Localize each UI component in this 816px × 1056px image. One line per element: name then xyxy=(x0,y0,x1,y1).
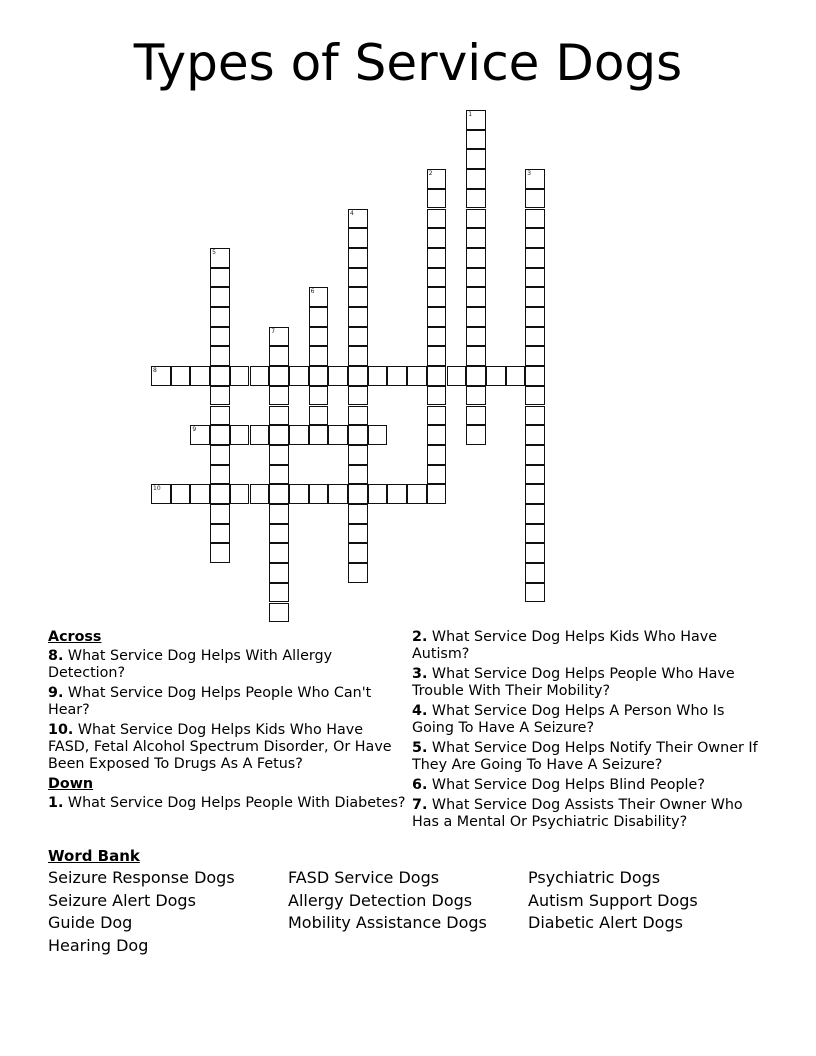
clue-text: What Service Dog Helps Kids Who Have FASD, Fetal Alcohol Spectrum Disorder, Or Have Been Exposed To Drugs As A Fetus? xyxy=(48,722,392,772)
grid-cell[interactable] xyxy=(427,465,447,485)
grid-cell[interactable] xyxy=(348,209,368,229)
clue-text: What Service Dog Helps Blind People? xyxy=(427,777,705,793)
grid-cell[interactable] xyxy=(466,287,486,307)
grid-cell[interactable] xyxy=(525,169,545,189)
word-bank-item: Seizure Response Dogs xyxy=(48,868,235,887)
grid-cell[interactable] xyxy=(427,209,447,229)
clue-down-7 xyxy=(412,797,762,831)
grid-cell[interactable] xyxy=(525,504,545,524)
grid-cell[interactable] xyxy=(230,425,250,445)
grid-cell[interactable] xyxy=(427,307,447,327)
word-bank-column-3 xyxy=(528,867,768,957)
clue-number: 10. xyxy=(48,722,74,738)
crossword-grid xyxy=(151,110,545,623)
grid-cell[interactable] xyxy=(171,366,191,386)
grid-cell[interactable] xyxy=(447,366,467,386)
clue-text: What Service Dog Helps People Who Have Trouble With Their Mobility? xyxy=(412,666,735,699)
word-bank-item: Hearing Dog xyxy=(48,935,149,955)
clue-down-5 xyxy=(412,740,762,774)
grid-cell[interactable] xyxy=(466,248,486,268)
grid-cell[interactable] xyxy=(427,189,447,209)
grid-cell[interactable] xyxy=(525,268,545,288)
grid-cell[interactable] xyxy=(427,346,447,366)
grid-cell[interactable] xyxy=(269,603,289,623)
grid-cell[interactable] xyxy=(427,366,447,386)
grid-cell[interactable] xyxy=(269,583,289,603)
grid-cell[interactable] xyxy=(210,268,230,288)
grid-cell[interactable] xyxy=(427,228,447,248)
grid-cell[interactable] xyxy=(309,307,329,327)
grid-cell[interactable] xyxy=(525,465,545,485)
clue-number: 5. xyxy=(412,740,428,756)
grid-cell[interactable] xyxy=(269,504,289,524)
clue-text: What Service Dog Helps People Who Can't Hear? xyxy=(48,685,372,718)
grid-cell[interactable] xyxy=(269,484,289,504)
grid-cell[interactable] xyxy=(348,386,368,406)
grid-cell[interactable] xyxy=(269,346,289,366)
grid-cell[interactable] xyxy=(210,327,230,347)
grid-cell[interactable] xyxy=(427,287,447,307)
grid-cell[interactable] xyxy=(348,287,368,307)
cell-number: 10 xyxy=(153,485,161,493)
grid-cell[interactable] xyxy=(525,425,545,445)
grid-cell[interactable] xyxy=(427,169,447,189)
grid-cell[interactable] xyxy=(328,366,348,386)
word-bank-column-1 xyxy=(48,867,288,957)
grid-cell[interactable] xyxy=(309,406,329,426)
grid-cell[interactable] xyxy=(309,366,329,386)
clue-across-10 xyxy=(48,722,408,773)
grid-cell[interactable] xyxy=(269,524,289,544)
grid-cell[interactable] xyxy=(348,248,368,268)
grid-cell[interactable] xyxy=(368,484,388,504)
grid-cell[interactable] xyxy=(210,484,230,504)
clue-number: 6. xyxy=(412,777,428,793)
grid-cell[interactable] xyxy=(525,287,545,307)
grid-cell[interactable] xyxy=(466,189,486,209)
down-heading: Down xyxy=(48,776,94,792)
grid-cell[interactable] xyxy=(466,425,486,445)
grid-cell[interactable] xyxy=(210,425,230,445)
clue-down-3 xyxy=(412,666,762,700)
grid-cell[interactable] xyxy=(525,248,545,268)
grid-cell[interactable] xyxy=(210,504,230,524)
clue-down-6 xyxy=(412,777,762,794)
grid-cell[interactable] xyxy=(309,346,329,366)
grid-cell[interactable] xyxy=(269,366,289,386)
clue-down-4 xyxy=(412,703,762,737)
grid-cell[interactable] xyxy=(210,248,230,268)
clue-text: What Service Dog Helps People With Diabetes? xyxy=(63,795,406,811)
grid-cell[interactable] xyxy=(269,563,289,583)
grid-cell[interactable] xyxy=(466,327,486,347)
grid-cell[interactable] xyxy=(348,425,368,445)
grid-cell[interactable] xyxy=(348,563,368,583)
grid-cell[interactable] xyxy=(250,425,270,445)
cell-number: 3 xyxy=(527,170,532,178)
grid-cell[interactable] xyxy=(427,406,447,426)
grid-cell[interactable] xyxy=(210,366,230,386)
grid-cell[interactable] xyxy=(210,386,230,406)
grid-cell[interactable] xyxy=(466,209,486,229)
word-bank-item: Autism Support Dogs xyxy=(528,890,698,910)
grid-cell[interactable] xyxy=(269,327,289,347)
grid-cell[interactable] xyxy=(525,445,545,465)
grid-cell[interactable] xyxy=(427,327,447,347)
grid-cell[interactable] xyxy=(210,543,230,563)
word-bank-item: FASD Service Dogs xyxy=(288,868,440,887)
clue-number: 1. xyxy=(48,795,64,811)
clue-number: 4. xyxy=(412,703,428,719)
grid-cell[interactable] xyxy=(289,366,309,386)
grid-cell[interactable] xyxy=(190,484,210,504)
grid-cell[interactable] xyxy=(466,130,486,150)
cell-number: 9 xyxy=(192,426,197,434)
grid-cell[interactable] xyxy=(525,406,545,426)
word-bank-item: Mobility Assistance Dogs xyxy=(288,913,487,932)
clue-across-9 xyxy=(48,685,408,719)
cell-number: 5 xyxy=(212,248,216,256)
grid-cell[interactable] xyxy=(309,425,329,445)
word-bank-column-2 xyxy=(288,867,528,957)
grid-cell[interactable] xyxy=(348,268,368,288)
clue-across-8 xyxy=(48,648,408,682)
clue-number: 8. xyxy=(48,648,64,664)
cell-number: 4 xyxy=(350,209,354,217)
grid-cell[interactable] xyxy=(171,484,191,504)
grid-cell[interactable] xyxy=(250,484,270,504)
grid-cell[interactable] xyxy=(289,484,309,504)
clue-number: 9. xyxy=(48,685,64,701)
grid-cell[interactable] xyxy=(348,445,368,465)
grid-cell[interactable] xyxy=(525,366,545,386)
clue-number: 7. xyxy=(412,797,428,813)
clue-text: What Service Dog Assists Their Owner Who Has a Mental Or Psychiatric Disability? xyxy=(412,797,743,830)
grid-cell[interactable] xyxy=(466,268,486,288)
grid-cell[interactable] xyxy=(525,563,545,583)
grid-cell[interactable] xyxy=(348,327,368,347)
grid-cell[interactable] xyxy=(328,484,348,504)
grid-cell[interactable] xyxy=(348,346,368,366)
grid-cell[interactable] xyxy=(348,228,368,248)
grid-cell[interactable] xyxy=(348,406,368,426)
word-bank-item: Psychiatric Dogs xyxy=(528,868,661,887)
grid-cell[interactable] xyxy=(466,228,486,248)
grid-cell[interactable] xyxy=(506,366,526,386)
grid-cell[interactable] xyxy=(525,228,545,248)
grid-cell[interactable] xyxy=(309,287,329,307)
grid-cell[interactable] xyxy=(387,366,407,386)
clue-number: 3. xyxy=(412,666,428,682)
grid-cell[interactable] xyxy=(309,386,329,406)
grid-cell[interactable] xyxy=(466,346,486,366)
grid-cell[interactable] xyxy=(368,366,388,386)
grid-cell[interactable] xyxy=(190,366,210,386)
grid-cell[interactable] xyxy=(525,386,545,406)
cell-number: 8 xyxy=(153,367,157,375)
clue-text: What Service Dog Helps A Person Who Is Going To Have A Seizure? xyxy=(412,703,725,736)
grid-cell[interactable] xyxy=(269,465,289,485)
word-bank-item: Seizure Alert Dogs xyxy=(48,890,196,910)
grid-cell[interactable] xyxy=(525,524,545,544)
grid-cell[interactable] xyxy=(387,484,407,504)
cell-number: 7 xyxy=(271,327,276,335)
grid-cell[interactable] xyxy=(427,268,447,288)
grid-cell[interactable] xyxy=(230,366,250,386)
grid-cell[interactable] xyxy=(210,307,230,327)
grid-cell[interactable] xyxy=(210,524,230,544)
grid-cell[interactable] xyxy=(525,583,545,603)
cell-number: 6 xyxy=(310,288,315,296)
grid-cell[interactable] xyxy=(269,425,289,445)
grid-cell[interactable] xyxy=(269,406,289,426)
grid-cell[interactable] xyxy=(269,543,289,563)
grid-cell[interactable] xyxy=(309,327,329,347)
grid-cell[interactable] xyxy=(151,484,171,504)
grid-cell[interactable] xyxy=(407,366,427,386)
grid-cell[interactable] xyxy=(348,524,368,544)
grid-cell[interactable] xyxy=(525,327,545,347)
grid-cell[interactable] xyxy=(407,484,427,504)
grid-cell[interactable] xyxy=(348,543,368,563)
grid-cell[interactable] xyxy=(466,366,486,386)
grid-cell[interactable] xyxy=(269,386,289,406)
grid-cell[interactable] xyxy=(486,366,506,386)
grid-cell[interactable] xyxy=(348,504,368,524)
word-bank-item: Guide Dog xyxy=(48,913,133,932)
grid-cell[interactable] xyxy=(466,169,486,189)
page-title: Types of Service Dogs xyxy=(133,34,683,92)
grid-cell[interactable] xyxy=(466,149,486,169)
grid-cell[interactable] xyxy=(525,484,545,504)
grid-cell[interactable] xyxy=(348,484,368,504)
grid-cell[interactable] xyxy=(328,425,348,445)
clue-text: What Service Dog Helps Kids Who Have Autism? xyxy=(412,629,718,662)
clue-text: What Service Dog Helps With Allergy Detection? xyxy=(48,648,333,681)
grid-cell[interactable] xyxy=(427,484,447,504)
grid-cell[interactable] xyxy=(348,307,368,327)
grid-cell[interactable] xyxy=(427,386,447,406)
word-bank xyxy=(48,846,768,957)
grid-cell[interactable] xyxy=(269,445,289,465)
grid-cell[interactable] xyxy=(151,366,171,386)
grid-cell[interactable] xyxy=(190,425,210,445)
clue-text: What Service Dog Helps Notify Their Owner If They Are Going To Have A Seizure? xyxy=(412,740,758,773)
grid-cell[interactable] xyxy=(525,189,545,209)
clue-down-2 xyxy=(412,629,762,663)
grid-cell[interactable] xyxy=(210,406,230,426)
grid-cell[interactable] xyxy=(525,209,545,229)
grid-cell[interactable] xyxy=(210,287,230,307)
clue-down-1 xyxy=(48,795,408,812)
grid-cell[interactable] xyxy=(210,465,230,485)
grid-cell[interactable] xyxy=(250,366,270,386)
word-bank-item: Allergy Detection Dogs xyxy=(288,890,473,910)
grid-cell[interactable] xyxy=(348,366,368,386)
word-bank-item: Diabetic Alert Dogs xyxy=(528,913,683,932)
cell-number: 2 xyxy=(428,170,433,178)
word-bank-heading: Word Bank xyxy=(48,847,140,865)
grid-cell[interactable] xyxy=(289,425,309,445)
grid-cell[interactable] xyxy=(525,307,545,327)
grid-cell[interactable] xyxy=(466,110,486,130)
grid-cell[interactable] xyxy=(525,543,545,563)
grid-cell[interactable] xyxy=(368,425,388,445)
grid-cell[interactable] xyxy=(427,425,447,445)
clues-left-column xyxy=(48,629,408,815)
grid-cell[interactable] xyxy=(427,445,447,465)
grid-cell[interactable] xyxy=(309,484,329,504)
clues-right-column xyxy=(412,629,762,834)
across-heading: Across xyxy=(48,629,102,645)
grid-cell[interactable] xyxy=(525,346,545,366)
grid-cell[interactable] xyxy=(210,346,230,366)
grid-cell[interactable] xyxy=(466,307,486,327)
clue-number: 2. xyxy=(412,629,428,645)
grid-cell[interactable] xyxy=(466,406,486,426)
grid-cell[interactable] xyxy=(427,248,447,268)
grid-cell[interactable] xyxy=(210,445,230,465)
grid-cell[interactable] xyxy=(348,465,368,485)
grid-cell[interactable] xyxy=(230,484,250,504)
cell-number: 1 xyxy=(468,111,473,118)
grid-cell[interactable] xyxy=(466,386,486,406)
